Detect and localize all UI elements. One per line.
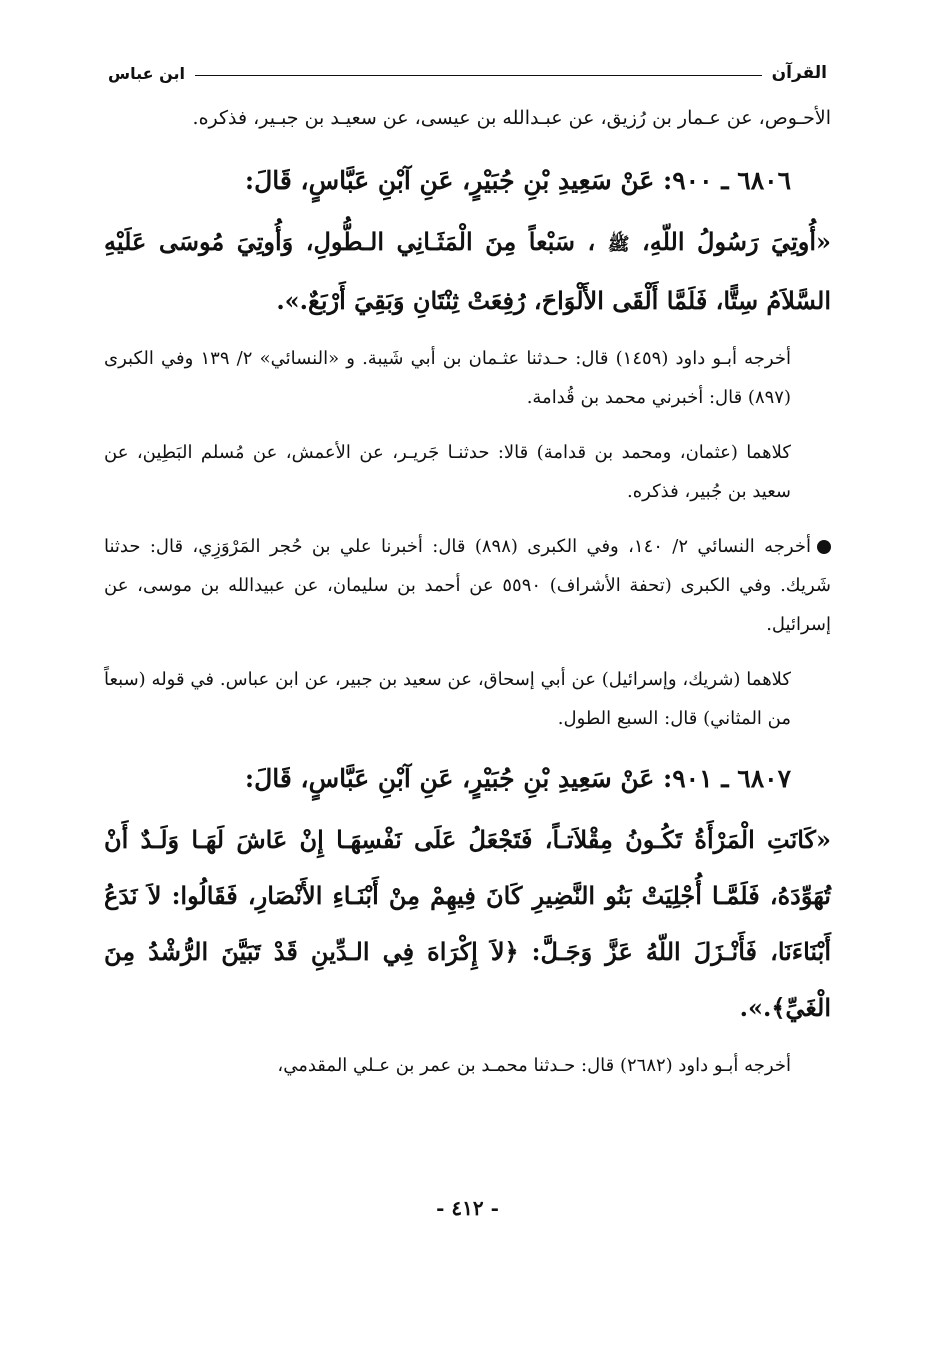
hadith-6806-text-part-b: ، سَبْعاً مِنَ الْمَثَـانِي الـطُّولِ، وَأُوتِيَ مُوسَى عَلَيْهِ السَّلاَمُ سِتًّا، فَلَمَّا أَلْقَى الأَلْوَاحَ، رُفِعَتْ ثِنْتَانِ وَبَقِيَ أَرْبَعٌ.». — [104, 227, 831, 315]
page-number: - ٤١٢ - — [436, 1196, 499, 1220]
header-section-title: القرآن — [771, 63, 827, 83]
sanad-continuation: الأحـوص، عن عـمار بن رُزيق، عن عبـدالله بن عيسى، عن سعيـد بن جبـير، فذكره. — [192, 107, 831, 129]
takhrij-paragraph-5: أخرجه أبـو داود (٢٦٨٢) قال: حـدثنا محمـد بن عمر بن عـلي المقدمي، — [277, 1055, 791, 1076]
takhrij-paragraph-4: كلاهما (شريك، وإسرائيل) عن أبي إسحاق، عن سعيد بن جبير، عن ابن عباس. في قوله (سبعاً من المثاني) قال: السبع الطول. — [104, 669, 791, 729]
hadith-6806-text — [104, 214, 831, 329]
takhrij-paragraph-2: كلاهما (عثمان، ومحمد بن قدامة) قالا: حدثنـا جَريـر، عن الأعمش، عن مُسلم البَطِين، عن سعيد بن جُبير، فذكره. — [104, 442, 791, 502]
hadith-6806-heading: ٦٨٠٦ ـ ٩٠٠: عَنْ سَعِيدِ بْنِ جُبَيْرٍ، عَنِ آبْنِ عَبَّاسٍ، قَالَ: — [244, 166, 791, 195]
takhrij-paragraph-3 — [104, 527, 831, 644]
takhrij-paragraph-1: أخرجه أبـو داود (١٤٥٩) قال: حـدثنا عثـمان بن أبي شَيبة. و «النسائي» ٢/ ١٣٩ وفي الكبرى (٨٩٧) قال: أخبرني محمد بن قُدامة. — [104, 348, 791, 408]
bullet-dot-icon — [817, 540, 831, 554]
salla-allahu-glyph: ﷺ — [607, 234, 630, 255]
page-body — [104, 98, 831, 1101]
hadith-6806-text-part-a: «أُوتِيَ رَسُولُ اللّهِ، — [642, 227, 832, 256]
hadith-6807-heading: ٦٨٠٧ ـ ٩٠١: عَنْ سَعِيدِ بْنِ جُبَيْرٍ، عَنِ آبْنِ عَبَّاسٍ، قَالَ: — [244, 764, 791, 793]
hadith-6807-text: «كَانَتِ الْمَرْأَةُ تَكُـونُ مِقْلاَتـاً، فَتَجْعَلُ عَلَى نَفْسِهَـا إِنْ عَاشَ لَهَـا وَلَـدٌ أَنْ تُهَوِّدَهُ، فَلَمَّـا أُجْلِيَتْ بَنُو النَّضِيرِ كَانَ فِيهِمْ مِنْ أَبْنَـاءِ الأَنْصَارِ، فَقَالُوا: لاَ نَدَعُ أَبْنَاءَنَا، فَأَنْـزَلَ اللّهُ عَزَّ وَجَـلَّ: ﴿لاَ إِكْرَاهَ فِي الـدِّينِ قَدْ تَبَيَّنَ الرُّشْدُ مِنَ الْغَيِّ﴾.». — [104, 825, 831, 1022]
header-rule — [195, 75, 762, 76]
takhrij-paragraph-3-text: أخرجه النسائي ٢/ ١٤٠، وفي الكبرى (٨٩٨) قال: أخبرنا علي بن حُجر المَرْوَزِي، قال: حدثنا شَريك. وفي الكبرى (تحفة الأشراف) ٥٥٩٠ عن أحمد بن سليمان، عن عبيدالله بن موسى، عن إسرائيل. — [104, 536, 831, 635]
header-narrator: ابن عباس — [108, 63, 186, 83]
running-header — [108, 60, 827, 86]
